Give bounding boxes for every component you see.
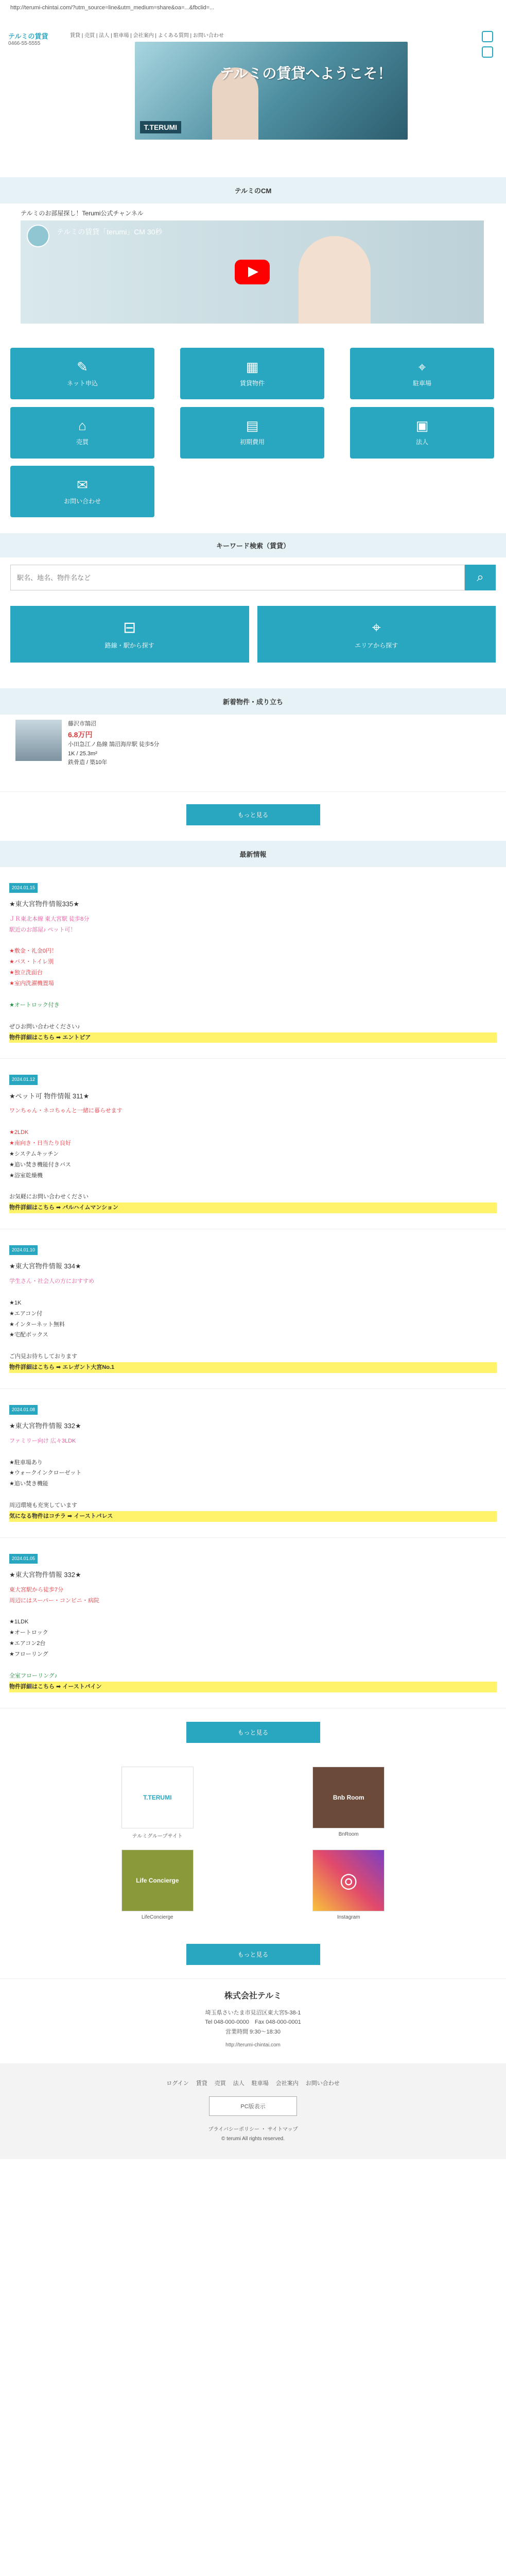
post-detail-link[interactable]: 気になる物件はコチラ ➡ イーストパレス bbox=[9, 1511, 497, 1522]
company-info bbox=[0, 1978, 506, 2063]
post-line: ★ウォークインクローゼット bbox=[9, 1470, 82, 1477]
route-row bbox=[10, 606, 496, 663]
post-body bbox=[9, 1436, 497, 1511]
keyword-bar: キーワード検索（賃貸） bbox=[0, 533, 506, 557]
property-thumbnail bbox=[15, 720, 62, 761]
post-line bbox=[9, 1489, 497, 1500]
header-main bbox=[65, 31, 477, 140]
post-line bbox=[9, 1287, 497, 1298]
partner-logo: Bnb Room bbox=[312, 1767, 385, 1828]
post-line: ご内見お待ちしております bbox=[9, 1353, 77, 1360]
video-player[interactable] bbox=[21, 221, 484, 324]
partner-logo: ◎ bbox=[312, 1850, 385, 1911]
post-date-badge: 2024.01.12 bbox=[9, 1075, 38, 1084]
post-line: 全室フローリング♪ bbox=[9, 1672, 58, 1679]
logo-text: テルミの賃貸 bbox=[8, 32, 48, 40]
post-line: ★システムキッチン bbox=[9, 1150, 59, 1157]
phone-icon[interactable] bbox=[482, 31, 493, 42]
post-line: ★2LDK bbox=[9, 1129, 29, 1136]
map-pin-icon: ⌖ bbox=[372, 619, 381, 636]
post-line bbox=[9, 1116, 497, 1127]
route-label: エリアから探す bbox=[355, 641, 398, 649]
post-line: ★宅配ボックス bbox=[9, 1332, 48, 1338]
post-line: ★浴室乾燥機 bbox=[9, 1172, 43, 1179]
menu-label: 駐車場 bbox=[412, 379, 431, 387]
partner-caption: LifeConcierge bbox=[141, 1914, 173, 1920]
post-item bbox=[0, 1538, 506, 1708]
train-icon: ⊟ bbox=[123, 619, 136, 636]
site-logo[interactable] bbox=[8, 31, 65, 46]
partner-caption: Instagram bbox=[337, 1914, 360, 1920]
property-info bbox=[68, 720, 159, 786]
post-line bbox=[9, 989, 497, 1000]
menu-button-2[interactable] bbox=[350, 348, 494, 399]
company-address: 埼玉県さいたま市見沼区東大宮5-38-1 bbox=[205, 2009, 301, 2016]
header bbox=[0, 28, 506, 177]
partner-item[interactable] bbox=[77, 1767, 238, 1839]
partner-grid bbox=[0, 1756, 506, 1930]
menu-label: ネット申込 bbox=[66, 379, 98, 387]
company-tel: Tel 048-000-0000 Fax 048-000-0001 bbox=[205, 2019, 301, 2026]
post-item bbox=[0, 867, 506, 1059]
post-line bbox=[9, 1447, 497, 1458]
company-name: 株式会社テルミ bbox=[224, 1991, 282, 2001]
channel-avatar bbox=[27, 225, 49, 247]
post-line bbox=[9, 1011, 497, 1022]
footer-link[interactable]: 駐車場 bbox=[251, 2080, 269, 2087]
footer-link[interactable]: 売買 bbox=[214, 2080, 226, 2087]
post-line: ★1K bbox=[9, 1299, 22, 1306]
property-detail: 1K / 25.3m² bbox=[68, 750, 97, 757]
footer-link[interactable]: 会社案内 bbox=[275, 2080, 299, 2087]
post-line: ★駐車場あり bbox=[9, 1459, 43, 1466]
footer-policy[interactable]: プライバシーポリシー ・ サイトマップ bbox=[208, 2126, 298, 2132]
hero-banner bbox=[135, 42, 408, 140]
post-line: 周辺環境も充実しています bbox=[9, 1502, 77, 1509]
mail-icon: ✉ bbox=[77, 477, 88, 493]
cm-caption: テルミのお部屋探し！Terumi公式チャンネル bbox=[21, 210, 144, 217]
partner-caption: BnRoom bbox=[338, 1831, 359, 1837]
post-title: ★東大宮物件情報 334★ bbox=[9, 1262, 81, 1270]
cm-section bbox=[0, 204, 506, 343]
post-line bbox=[9, 1181, 497, 1192]
post-line: ＪＲ東北本線 東大宮駅 徒歩8分 bbox=[9, 916, 90, 922]
post-line: 駅近のお部屋♪ ペット可！ bbox=[9, 926, 76, 933]
post-date-badge: 2024.01.15 bbox=[9, 883, 38, 893]
video-title: テルミの賃貸「terumi」CM 30秒 bbox=[57, 228, 163, 236]
post-list bbox=[0, 867, 506, 1708]
footer-link[interactable]: ログイン bbox=[166, 2080, 189, 2087]
post-line: ★エアコン2台 bbox=[9, 1640, 46, 1647]
menu-button-5[interactable] bbox=[350, 407, 494, 459]
new-properties-list bbox=[0, 715, 506, 792]
new-property-item[interactable] bbox=[0, 715, 506, 792]
post-detail-link[interactable]: 物件詳細はこちら ➡ エレガント大宮No.1 bbox=[9, 1362, 497, 1373]
post-line: ★敷金・礼金0円！ bbox=[9, 948, 57, 955]
post-line: ワンちゃん・ネコちゃんと一緒に暮らせます bbox=[9, 1108, 123, 1114]
post-body bbox=[9, 1106, 497, 1202]
property-detail: 鉄骨造 / 築10年 bbox=[68, 759, 108, 766]
pin-icon: ⌖ bbox=[418, 359, 426, 375]
post-line: ★追い焚き機能 bbox=[9, 1481, 48, 1487]
footer-link[interactable]: 法人 bbox=[233, 2080, 245, 2087]
post-detail-link[interactable]: 物件詳細はこちら ➡ イーストパイン bbox=[9, 1682, 497, 1692]
menu-label: 初期費用 bbox=[239, 438, 265, 446]
menu-label: 賃貸物件 bbox=[239, 379, 265, 387]
post-line: ★1LDK bbox=[9, 1619, 29, 1625]
play-icon[interactable] bbox=[235, 260, 270, 284]
post-line: ★オートロック付き bbox=[9, 1002, 60, 1008]
menu-button-1[interactable] bbox=[180, 348, 324, 399]
partner-item[interactable] bbox=[269, 1850, 429, 1920]
property-detail: 小田急江ノ島線 鵠沼海岸駅 徒歩5分 bbox=[68, 741, 160, 748]
post-title: ★東大宮物件情報 332★ bbox=[9, 1422, 81, 1430]
post-line: ★独立洗面台 bbox=[9, 970, 43, 976]
new-more-button[interactable]: もっと見る bbox=[186, 804, 320, 825]
menu-button-0[interactable] bbox=[10, 348, 154, 399]
post-line: ★インターネット無料 bbox=[9, 1321, 65, 1328]
menu-label: お問い合わせ bbox=[63, 497, 101, 505]
new-properties-bar: 新着物件・成り立ち bbox=[0, 688, 506, 715]
latest-more-button[interactable]: もっと見る bbox=[186, 1722, 320, 1743]
post-title: ★東大宮物件情報 332★ bbox=[9, 1570, 81, 1579]
header-nav[interactable]: 賃貸 | 売買 | 法人 | 駐車場 | 会社案内 | よくある質問 | お問い合わせ bbox=[70, 33, 224, 39]
post-line: ★追い焚き機能付きバス bbox=[9, 1161, 71, 1168]
keyword-section bbox=[0, 528, 506, 668]
footer-link[interactable]: 賃貸 bbox=[196, 2080, 207, 2087]
partners-more-button[interactable]: もっと見る bbox=[186, 1944, 320, 1965]
cm-section-bar: テルミのCM bbox=[0, 177, 506, 204]
post-title: ★ペット可 物件情報 311★ bbox=[9, 1092, 90, 1100]
post-line: ★エアコン付 bbox=[9, 1310, 43, 1317]
menu-grid bbox=[0, 343, 506, 528]
menu-button-4[interactable] bbox=[180, 407, 324, 459]
url-strip: http://terumi-chintai.com/?utm_source=line&utm_medium=share&oa=...&fbclid=... bbox=[0, 0, 506, 28]
menu-button-3[interactable] bbox=[10, 407, 154, 459]
pc-view-button[interactable]: PC版表示 bbox=[209, 2096, 296, 2116]
post-item bbox=[0, 1229, 506, 1389]
banner-title: テルミの賃貸へようこそ！ bbox=[219, 65, 392, 81]
banner-logo: T.TERUMI bbox=[140, 121, 182, 133]
route-label: 路線・駅から探す bbox=[104, 642, 154, 649]
partner-logo: Life Concierge bbox=[121, 1850, 194, 1911]
video-person-image bbox=[299, 236, 371, 324]
search-row bbox=[10, 565, 496, 590]
post-line: お気軽にお問い合わせください bbox=[9, 1194, 89, 1200]
post-body bbox=[9, 914, 497, 1032]
partner-item[interactable] bbox=[269, 1767, 429, 1839]
post-date-badge: 2024.01.05 bbox=[9, 1554, 38, 1564]
post-item bbox=[0, 1059, 506, 1229]
footer-link[interactable]: お問い合わせ bbox=[305, 2080, 340, 2087]
post-body bbox=[9, 1585, 497, 1682]
edit-icon: ✎ bbox=[77, 359, 88, 375]
post-line: 周辺にはスーパー・コンビニ・病院 bbox=[9, 1597, 99, 1604]
footer-copyright: © terumi All rights reserved. bbox=[221, 2136, 285, 2142]
company-url[interactable]: http://terumi-chintai.com bbox=[225, 2042, 281, 2048]
post-title: ★東大宮物件情報335★ bbox=[9, 900, 79, 908]
menu-icon[interactable] bbox=[482, 46, 493, 58]
latest-section bbox=[0, 841, 506, 1743]
post-date-badge: 2024.01.10 bbox=[9, 1245, 38, 1255]
calc-icon: ▤ bbox=[246, 418, 259, 434]
footer bbox=[0, 2063, 506, 2159]
post-line: ★オートロック bbox=[9, 1630, 48, 1636]
header-tel: 0466-55-5555 bbox=[8, 41, 41, 46]
post-line: ★バス・トイレ別 bbox=[9, 959, 54, 965]
latest-bar: 最新情報 bbox=[0, 841, 506, 867]
property-title: 藤沢市鵠沼 bbox=[68, 721, 96, 727]
post-line bbox=[9, 936, 497, 946]
search-button[interactable]: ⌕ bbox=[465, 565, 496, 590]
partner-item[interactable] bbox=[77, 1850, 238, 1920]
partner-caption: テルミグループサイト bbox=[132, 1833, 183, 1839]
property-price: 6.8万円 bbox=[68, 730, 93, 739]
post-detail-link[interactable]: 物件詳細はこちら ➡ エントピア bbox=[9, 1032, 497, 1043]
post-line: ★南向き・日当たり良好 bbox=[9, 1140, 71, 1146]
post-line: 学生さん・社会人の方におすすめ bbox=[9, 1278, 95, 1284]
partner-logo: T.TERUMI bbox=[121, 1767, 194, 1828]
briefcase-icon: ▣ bbox=[415, 418, 429, 434]
post-body bbox=[9, 1276, 497, 1362]
post-line bbox=[9, 1606, 497, 1617]
post-line: 東大宮駅から徒歩7分 bbox=[9, 1586, 64, 1593]
post-detail-link[interactable]: 物件詳細はこちら ➡ パルハイムマンション bbox=[9, 1202, 497, 1213]
footer-links bbox=[10, 2079, 496, 2087]
home-icon: ⌂ bbox=[78, 418, 86, 434]
new-properties-section bbox=[0, 688, 506, 825]
post-line: ★室内洗濯機置場 bbox=[9, 980, 54, 987]
building-icon: ▦ bbox=[246, 359, 259, 375]
post-line: ぜひお問い合わせください♪ bbox=[9, 1023, 80, 1030]
post-item bbox=[0, 1389, 506, 1538]
menu-button-6[interactable] bbox=[10, 466, 154, 517]
header-icons bbox=[477, 31, 498, 58]
post-date-badge: 2024.01.08 bbox=[9, 1405, 38, 1415]
post-line: ファミリー向け 広々3LDK bbox=[9, 1437, 76, 1444]
route-station-button[interactable] bbox=[10, 606, 249, 663]
search-input[interactable] bbox=[10, 565, 465, 590]
menu-label: 法人 bbox=[415, 438, 428, 446]
menu-label: 売買 bbox=[76, 438, 89, 446]
post-line bbox=[9, 1660, 497, 1671]
post-line: ★フローリング bbox=[9, 1651, 48, 1657]
company-hours: 営業時間 9:30〜18:30 bbox=[225, 2028, 281, 2035]
route-area-button[interactable] bbox=[257, 606, 496, 663]
post-line bbox=[9, 1341, 497, 1351]
